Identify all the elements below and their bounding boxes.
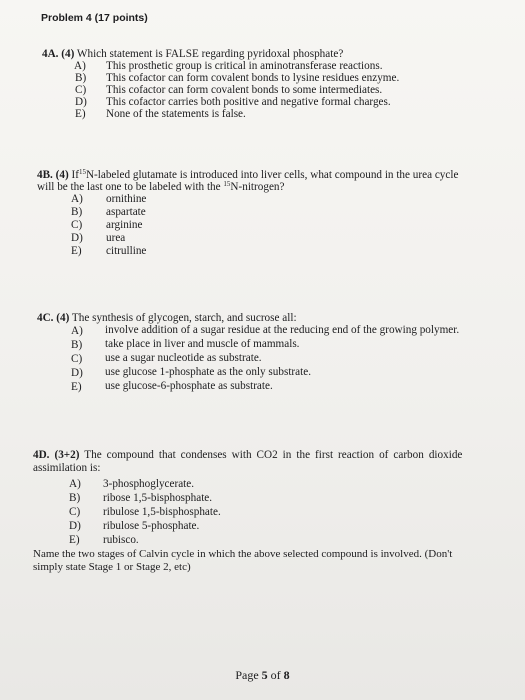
problem-title: Problem 4 (17 points): [41, 12, 148, 24]
question-4d-stem-line1: [33, 449, 462, 462]
footer-middle: of: [267, 668, 284, 682]
question-4b-stem-line2: [37, 178, 284, 194]
exam-page: Problem 4 (17 points) 4A. (4) Which statement is FALSE regarding pyridoxal phosphate? A) This prosthetic group is critical in aminotransferase reactions. B) This cofactor can form covalent bonds to lysine residues enzyme. C) This cofactor can form covalent bonds to some intermediates. D) This cofactor carries both positive and negative formal charges. E) None of the statements is false. 4B. (4) If$^{15}$N-labeled glutamate is introduced into liver cells, what compound in the urea cycle will be the last one to be labeled with the $^{15}$N-nitrogen? A) ornithine B) aspartate C) arginine D) urea E) citrulline 4C. (4) The synthesis of glycogen, starch, and sucrose all: A) involve addition of a sugar residue at the reducing end of the growing polymer. B) take place in liver and muscle of mammals. C) use a sugar nucleotide as substrate. D) use glucose 1-phosphate as the only substrate. E) use glucose-6-phosphate as substrate. 4D. (3+2) The compound that condenses with CO2 in the first reaction of carbon dioxide assimilation is: A) 3-phosphoglycerate. B) ribose 1,5-bisphosphate. C) ribulose 1,5-bisphosphate. D) ribulose 5-phosphate. E) rubisco. Name the two stages of Calvin cycle in which the above selected compound is involved. (Don't simply state Stage 1 or Stage 2, etc) Page 5 of 8: [0, 0, 525, 700]
question-4d-stem-line2: assimilation is:: [33, 462, 101, 474]
question-4d-followup-line2: simply state Stage 1 or Stage 2, etc): [33, 561, 191, 573]
footer-page-number: 5: [261, 668, 268, 682]
question-4b-label: 4B. (4): [37, 169, 69, 181]
isotope-superscript: 15: [78, 168, 86, 176]
question-4d-text: The compound that condenses with CO2 in the first reaction of carbon dioxide: [84, 449, 463, 461]
question-4b-line2-text: will be the last one to be labeled with the: [37, 181, 221, 193]
question-4b-text-part1: If: [71, 169, 79, 181]
question-4c-label: 4C. (4): [37, 312, 70, 324]
question-4d-followup-line1: Name the two stages of Calvin cycle in which the above selected compound is involved. (Don't: [33, 548, 453, 560]
question-4c-text: The synthesis of glycogen, starch, and sucrose all:: [71, 312, 297, 324]
question-4a-label: 4A. (4): [42, 48, 75, 60]
footer-total-pages: 8: [283, 668, 290, 682]
isotope-superscript-2: 15: [223, 180, 231, 188]
question-4b-line2-text-end: N-nitrogen?: [230, 181, 285, 193]
question-4a-text: Which statement is FALSE regarding pyridoxal phosphate?: [76, 48, 344, 60]
question-4d-label: 4D. (3+2): [33, 449, 80, 461]
page-footer: [0, 668, 525, 683]
footer-prefix: Page: [235, 668, 262, 682]
question-4b-text-part2: N-labeled glutamate is introduced into liver cells, what compound in the urea cycle: [85, 169, 459, 181]
